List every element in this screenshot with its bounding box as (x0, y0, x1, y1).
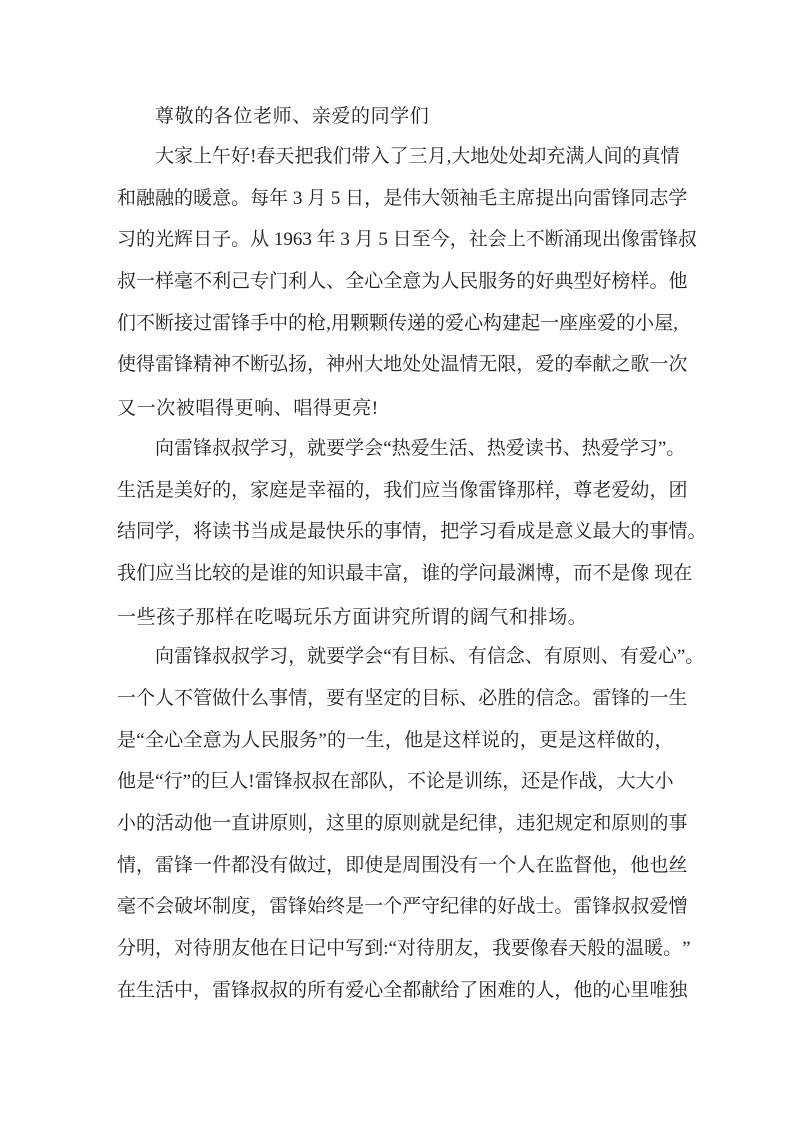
text-line: 他 是 “ 行 ” 的 巨 人 ! 雷 锋 叔 叔 在 部 队 ， 不 论 是 训 练 ， 还 是 作 战 ， 大 大 小 (117, 771, 674, 793)
document-text (117, 94, 707, 1011)
text-line: 又一次被唱得更响、唱得更亮! (117, 398, 379, 420)
text-line: 一些孩子那样在吃喝玩乐方面讲究所谓的阔气和排场。 (117, 606, 588, 628)
text-line: 叔 一 样 毫 不 利 己 专 门 利 人 、 全 心 全 意 为 人 民 服 务 的 好 典 型 好 榜 样 。 他 (117, 271, 688, 293)
text-line: 向 雷 锋 叔 叔 学 习 ， 就 要 学 会 “ 热 爱 生 活 、 热 爱 读 书 、 热 爱 学 习 ” 。 (155, 437, 686, 459)
text-line: 向 雷 锋 叔 叔 学 习 ， 就 要 学 会 “ 有 目 标 、 有 信 念 、 有 原 则 、 有 爱 心 ” 。 (155, 646, 705, 668)
text-line: 在 生 活 中 ， 雷 锋 叔 叔 的 所 有 爱 心 全 都 献 给 了 困 难 的 人 ， 他 的 心 里 唯 独 (117, 979, 688, 1001)
text-line: 生 活 是 美 好 的 ， 家 庭 是 幸 福 的 ， 我 们 应 当 像 雷 锋 那 样 ， 尊 老 爱 幼 ， 团 (117, 479, 688, 501)
text-line: 分 明 ， 对 待 朋 友 他 在 日 记 中 写 到 : “ 对 待 朋 友 ， 我 要 像 春 天 般 的 温 暖 。 ” (117, 938, 691, 960)
text-line: 是 “ 全 心 全 意 为 人 民 服 务 ” 的 一 生 ， 他 是 这 样 说 的 ， 更 是 这 样 做 的 ， (117, 729, 674, 751)
text-line: 尊敬的各位老师、亲爱的同学们 (155, 106, 430, 128)
text-line: 们 不 断 接 过 雷 锋 手 中 的 枪 , 用 颗 颗 传 递 的 爱 心 构 建 起 一 座 座 爱 的 小 屋 , (117, 312, 678, 334)
text-line: 毫 不 会 破 坏 制 度 ， 雷 锋 始 终 是 一 个 严 守 纪 律 的 好 战 士 。 雷 锋 叔 叔 爱 憎 (117, 896, 688, 918)
text-line: 情 ， 雷 锋 一 件 都 没 有 做 过 ， 即 使 是 周 围 没 有 一 个 人 在 监 督 他 ， 他 也 丝 (117, 854, 688, 876)
text-line: 我 们 应 当 比 较 的 是 谁 的 知 识 最 丰 富 ， 谁 的 学 问 最 渊 博 ， 而 不 是 像 现 在 (117, 562, 693, 584)
text-line: 小 的 活 动 他 一 直 讲 原 则 ， 这 里 的 原 则 就 是 纪 律 ， 违 犯 规 定 和 原 则 的 事 (117, 813, 688, 835)
text-line: 使 得 雷 锋 精 神 不 断 弘 扬 ， 神 州 大 地 处 处 温 情 无 限 ， 爱 的 奉 献 之 歌 一 次 (117, 354, 688, 376)
text-line: 结 同 学 ， 将 读 书 当 成 是 最 快 乐 的 事 情 ， 把 学 习 看 成 是 意 义 最 大 的 事 情 。 (117, 521, 707, 543)
text-line: 习 的 光 辉 日 子 。 从 1 9 6 3 年 3 月 5 日 至 今 ， 社 会 上 不 断 涌 现 出 像 雷 锋 叔 (117, 229, 697, 251)
text-line: 大 家 上 午 好 ! 春 天 把 我 们 带 入 了 三 月 , 大 地 处 处 却 充 满 人 间 的 真 情 (155, 146, 680, 168)
text-line: 一 个 人 不 管 做 什 么 事 情 ， 要 有 坚 定 的 目 标 、 必 胜 的 信 念 。 雷 锋 的 一 生 (117, 687, 688, 709)
text-line: 和 融 融 的 暖 意 。 每 年 3 月 5 日 ， 是 伟 大 领 袖 毛 主 席 提 出 向 雷 锋 同 志 学 (117, 187, 688, 209)
